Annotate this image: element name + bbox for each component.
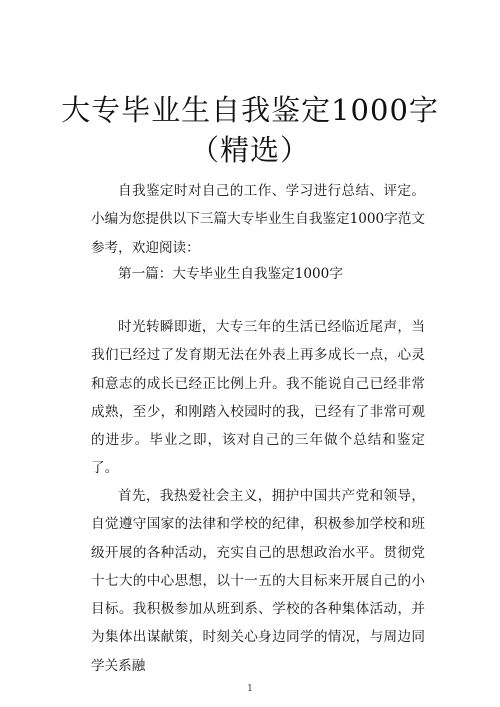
intro-paragraph: 自我鉴定时对自己的工作、学习进行总结、评定。小编为您提供以下三篇大专毕业生自我鉴定1000字范文参考，欢迎阅读： (91, 183, 425, 256)
section-heading: 第一篇：大专毕业生自我鉴定1000字 (118, 266, 343, 282)
page-number: 1 (247, 684, 253, 694)
document-title: 大专毕业生自我鉴定1000字（精选） (61, 93, 439, 167)
body-paragraph-1: 时光转瞬即逝，大专三年的生活已经临近尾声，当我们已经过了发育期无法在外表上再多成长一点，心灵和意志的成长已经正比例上升。我不能说自己已经非常成熟，至少，和刚踏入校园时的我，已经有了非常可观的进步。毕业之即，该对自己的三年做个总结和鉴定了。 (91, 319, 425, 477)
body-paragraph-2: 首先，我热爱社会主义，拥护中国共产党和领导，自觉遵守国家的法律和学校的纪律，积极参加学校和班级开展的各种活动，充实自己的思想政治水平。贯彻党十七大的中心思想，以十一五的大目标来开展自己的小目标。我积极参加从班到系、学校的各种集体活动，并为集体出谋献策，时刻关心身边同学的情况，与周边同学关系融 (91, 488, 425, 674)
